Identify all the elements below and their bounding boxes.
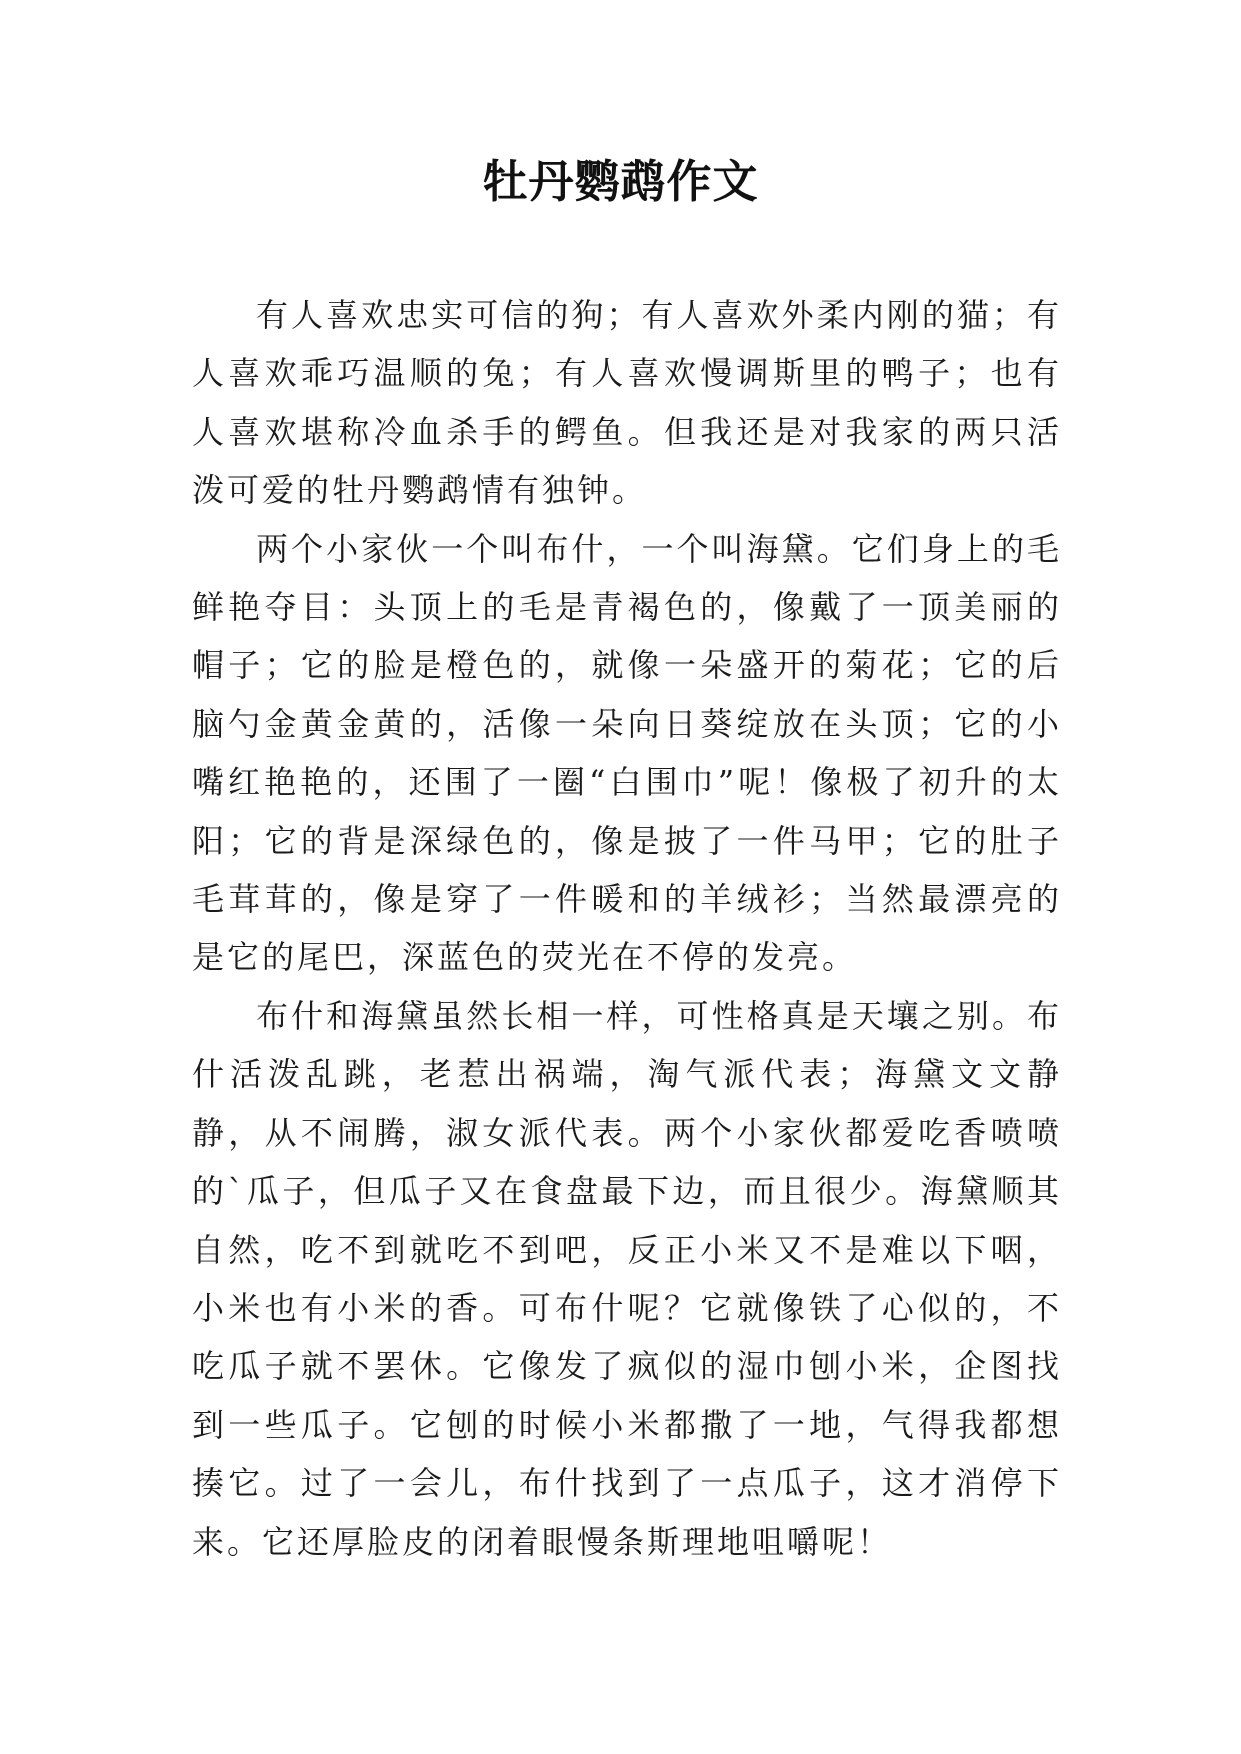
paragraph-3: 布什和海黛虽然长相一样，可性格真是天壤之别。布什活泼乱跳，老惹出祸端，淘气派代表；海黛文文静静，从不闹腾，淑女派代表。两个小家伙都爱吃香喷喷的`瓜子，但瓜子又在食盘最下边，而且很少。海黛顺其自然，吃不到就吃不到吧，反正小米又不是难以下咽，小米也有小米的香。可布什呢？它就像铁了心似的，不吃瓜子就不罢休。它像发了疯似的湿巾刨小米，企图找到一些瓜子。它刨的时候小米都撒了一地，气得我都想揍它。过了一会儿，布什找到了一点瓜子，这才消停下来。它还厚脸皮的闭着眼慢条斯理地咀嚼呢！ <box>192 996 1062 1561</box>
paragraph-2: 两个小家伙一个叫布什，一个叫海黛。它们身上的毛鲜艳夺目：头顶上的毛是青褐色的，像戴了一顶美丽的帽子；它的脸是橙色的，就像一朵盛开的菊花；它的后脑勺金黄金黄的，活像一朵向日葵绽放在头顶；它的小嘴红艳艳的，还围了一圈“白围巾”呢！像极了初升的太阳；它的背是深绿色的，像是披了一件马甲；它的肚子毛茸茸的，像是穿了一件暖和的羊绒衫；当然最漂亮的是它的尾巴，深蓝色的荧光在不停的发亮。 <box>192 529 1062 977</box>
document-body <box>192 286 1062 1571</box>
paragraph-1: 有人喜欢忠实可信的狗；有人喜欢外柔内刚的猫；有人喜欢乖巧温顺的兔；有人喜欢慢调斯里的鸭子；也有人喜欢堪称冷血杀手的鳄鱼。但我还是对我家的两只活泼可爱的牡丹鹦鹉情有独钟。 <box>192 296 1062 510</box>
document-title: 牡丹鹦鹉作文 <box>482 155 759 208</box>
